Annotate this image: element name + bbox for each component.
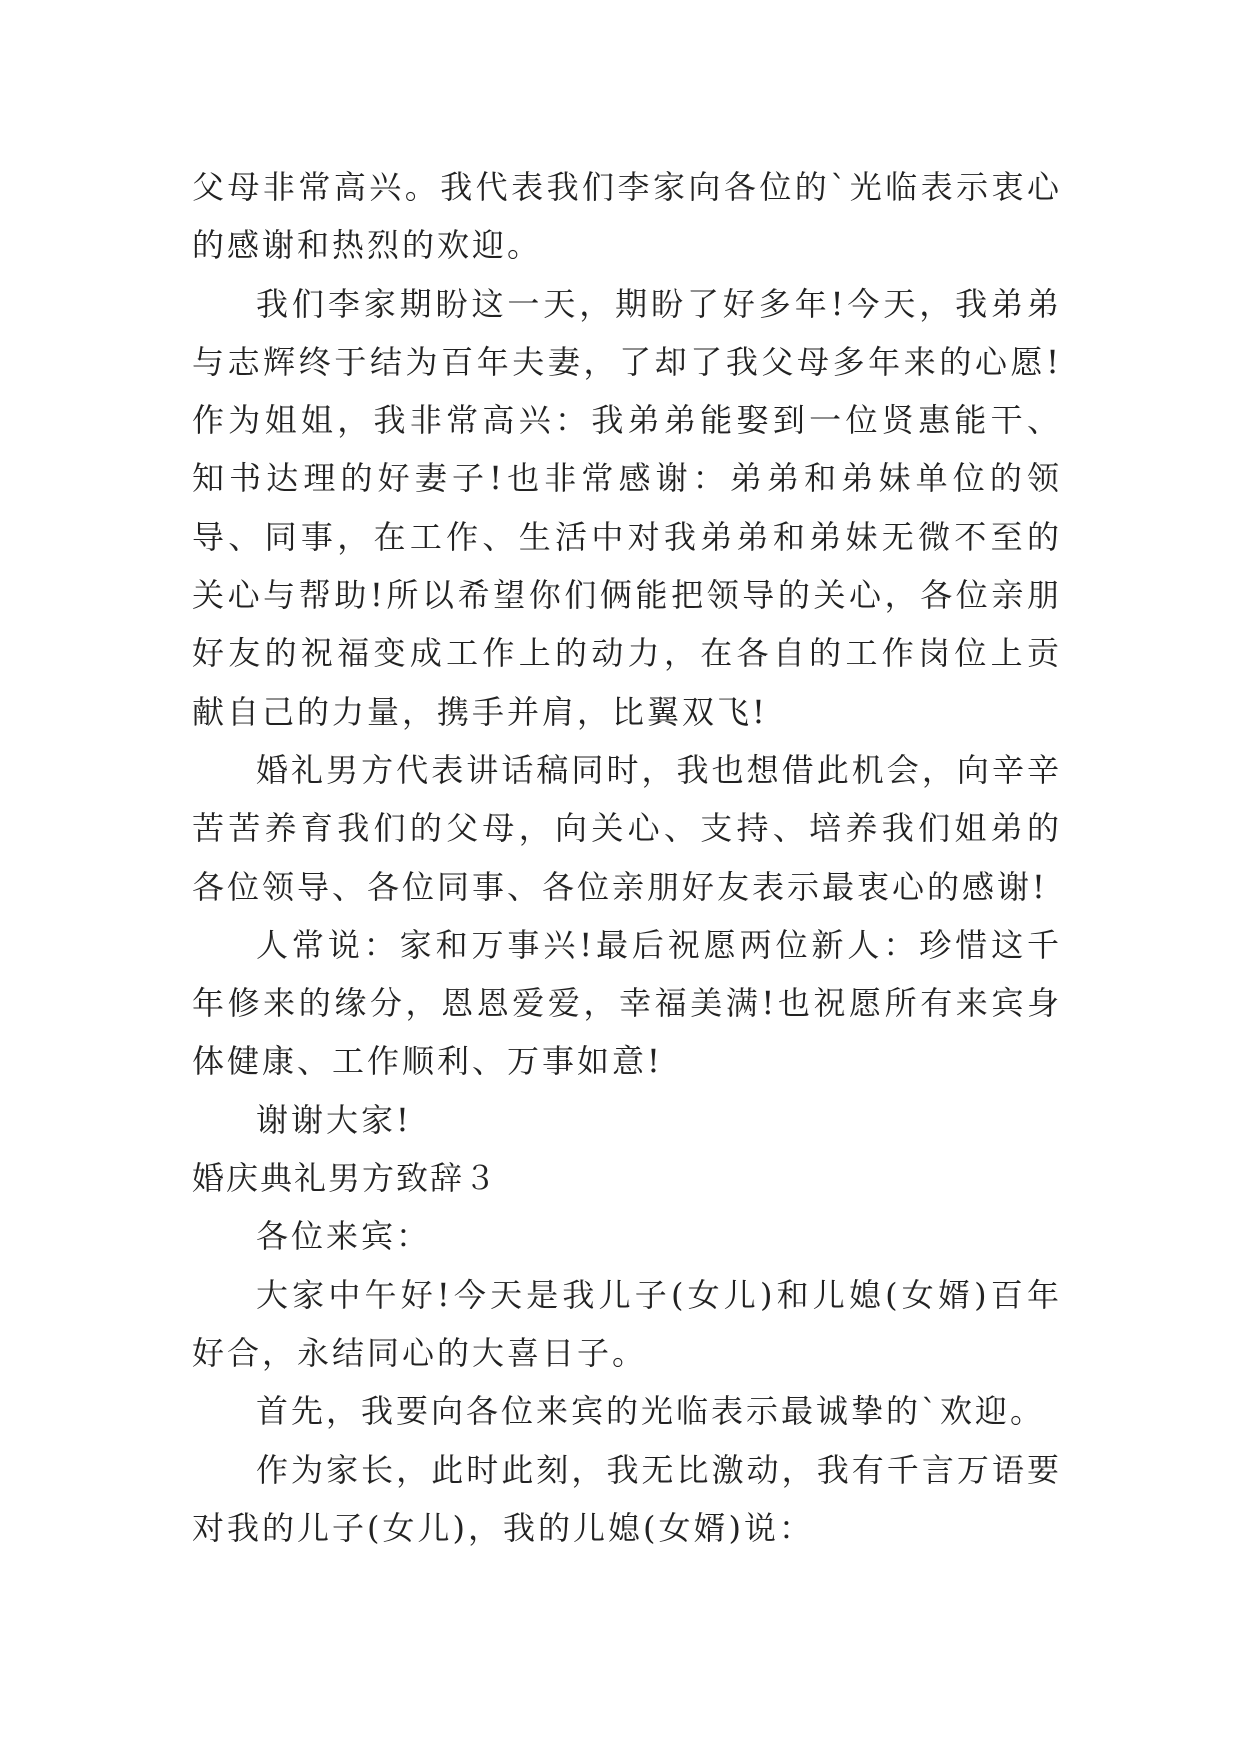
paragraph-family-wish: 我们李家期盼这一天，期盼了好多年!今天，我弟弟与志辉终于结为百年夫妻，了却了我父母多年来的心愿!作为姐姐，我非常高兴：我弟弟能娶到一位贤惠能干、知书达理的好妻子!也非常感谢：弟弟和弟妹单位的领导、同事，在工作、生活中对我弟弟和弟妹无微不至的关心与帮助!所以希望你们俩能把领导的关心，各位亲朋好友的祝福变成工作上的动力，在各自的工作岗位上贡献自己的力量，携手并肩，比翼双飞! [192, 284, 1062, 731]
paragraph-continuation: 父母非常高兴。我代表我们李家向各位的`光临表示衷心的感谢和热烈的欢迎。 [192, 168, 1062, 265]
section-heading: 婚庆典礼男方致辞３ [192, 1159, 499, 1198]
paragraph-parent-words: 作为家长，此时此刻，我无比激动，我有千言万语要对我的儿子(女儿)，我的儿媳(女婿)说： [192, 1450, 1062, 1547]
document-body [192, 158, 1062, 1557]
paragraph-good-day: 大家中午好!今天是我儿子(女儿)和儿媳(女婿)百年好合，永结同心的大喜日子。 [192, 1275, 1062, 1372]
paragraph-greeting: 各位来宾： [256, 1217, 432, 1256]
paragraph-welcome: 首先，我要向各位来宾的光临表示最诚挚的`欢迎。 [256, 1392, 1046, 1431]
paragraph-thanks-parents: 婚礼男方代表讲话稿同时，我也想借此机会，向辛辛苦苦养育我们的父母，向关心、支持、培养我们姐弟的各位领导、各位同事、各位亲朋好友表示最衷心的感谢! [192, 750, 1062, 906]
paragraph-blessing: 人常说：家和万事兴!最后祝愿两位新人：珍惜这千年修来的缘分，恩恩爱爱，幸福美满!也祝愿所有来宾身体健康、工作顺利、万事如意! [192, 925, 1062, 1081]
paragraph-thank-you: 谢谢大家! [256, 1100, 412, 1139]
